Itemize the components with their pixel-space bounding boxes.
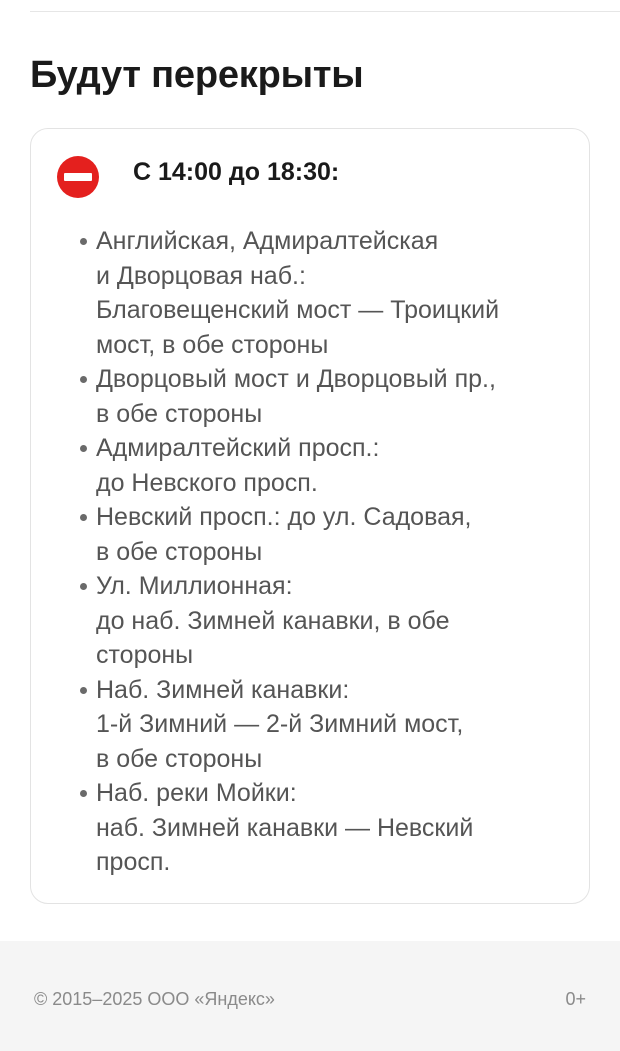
list-item xyxy=(96,673,576,777)
list-item-line: 1-й Зимний — 2-й Зимний мост, xyxy=(96,710,464,738)
list-item-line: стороны xyxy=(96,641,194,669)
bullet-icon xyxy=(80,514,87,521)
page-footer xyxy=(0,941,620,1051)
bullet-icon xyxy=(80,376,87,383)
list-item xyxy=(96,500,576,569)
list-item xyxy=(96,224,576,362)
list-item xyxy=(96,776,576,880)
closed-roads-list xyxy=(96,224,576,880)
page-title: Будут перекрыты xyxy=(30,54,364,96)
list-item-line: Английская, Адмиралтейская xyxy=(96,227,439,255)
bullet-icon xyxy=(80,790,87,797)
list-item xyxy=(96,569,576,673)
list-item-line: просп. xyxy=(96,848,171,876)
list-item-line: Наб. реки Мойки: xyxy=(96,779,297,807)
copyright-text: © 2015–2025 ООО «Яндекс» xyxy=(34,989,275,1009)
list-item-line: и Дворцовая наб.: xyxy=(96,261,306,290)
list-item-line: Дворцовый мост и Дворцовый пр., xyxy=(96,365,496,393)
closure-time-heading: С 14:00 до 18:30: xyxy=(133,158,340,186)
list-item-line: до Невского просп. xyxy=(96,468,318,497)
list-item-line: в обе стороны xyxy=(96,399,263,428)
list-item-line: в обе стороны xyxy=(96,744,263,773)
list-item-line: мост, в обе стороны xyxy=(96,330,329,359)
age-rating-badge: 0+ xyxy=(565,989,586,1009)
list-item-line: Адмиралтейский просп.: xyxy=(96,434,380,462)
bullet-icon xyxy=(80,687,87,694)
bullet-icon xyxy=(80,445,87,452)
list-item-line: наб. Зимней канавки — Невский xyxy=(96,813,474,842)
bullet-icon xyxy=(80,583,87,590)
list-item xyxy=(96,431,576,500)
list-item-line: в обе стороны xyxy=(96,537,263,566)
list-item-line: Ул. Миллионная: xyxy=(96,572,293,600)
list-item-line: Благовещенский мост — Троицкий xyxy=(96,296,500,324)
no-entry-icon xyxy=(56,155,100,199)
list-item-line: Невский просп.: до ул. Садовая, xyxy=(96,503,472,531)
road-closure-card xyxy=(30,128,590,904)
top-divider xyxy=(30,11,620,12)
list-item-line: Наб. Зимней канавки: xyxy=(96,675,350,704)
bullet-icon xyxy=(80,238,87,245)
list-item xyxy=(96,362,576,431)
list-item-line: до наб. Зимней канавки, в обе xyxy=(96,606,450,635)
